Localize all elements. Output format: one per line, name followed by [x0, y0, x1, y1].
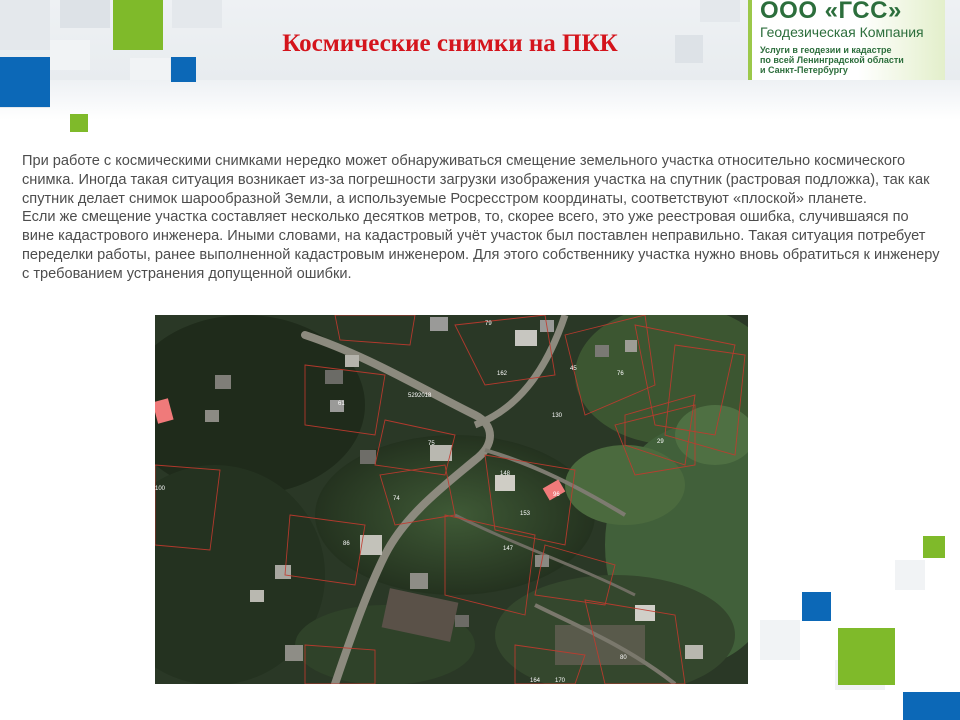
- satellite-map-image: [155, 315, 748, 684]
- parcel-label: 29: [657, 439, 664, 445]
- deco-square: [0, 0, 50, 50]
- deco-square: [895, 560, 925, 590]
- parcel-label: 170: [555, 678, 566, 684]
- parcel-label: 100: [155, 486, 166, 492]
- logo-name: ООО «ГСС»: [760, 0, 902, 24]
- parcel-label: 162: [497, 371, 508, 377]
- parcel-label: 80: [620, 655, 627, 661]
- parcel-label: 164: [530, 678, 541, 684]
- accent-square-blue: [0, 57, 50, 107]
- parcel-label: 75: [428, 441, 435, 447]
- parcel-label: 148: [500, 471, 511, 477]
- parcel-label: 61: [338, 401, 345, 407]
- accent-square-blue: [802, 592, 831, 621]
- body-text: [22, 152, 942, 284]
- deco-square: [700, 0, 740, 22]
- paragraph: Если же смещение участка составляет несколько десятков метров, то, скорее всего, это уже реестровая ошибка, случившаяся по вине кадастрового инженера. Иными словами, на кадастровый учёт участок был поставлен неправильно. Такая ситуация потребует переделки работы, ранее выполненной кадастровым инженером. Для этого собственнику участка нужно вновь обратиться к инженеру с требованием устранения допущенной ошибки.: [22, 209, 940, 282]
- deco-square: [50, 40, 90, 70]
- logo-description-line: и Санкт-Петербургу: [760, 65, 848, 75]
- paragraph: При работе с космическими снимками нередко может обнаруживаться смещение земельного участка относительно космического снимка. Иногда такая ситуация возникает из-за погрешности загрузки изображения участка на спутник (растровая подложка), так как спутник делает снимок шарообразной Земли, а используемые Росресстром координаты, соответствуют «плоской» планете.: [22, 153, 930, 207]
- deco-square: [130, 58, 170, 80]
- parcel-label: 79: [485, 321, 492, 327]
- logo-subtitle: Геодезическая Компания: [760, 24, 924, 40]
- logo-description-line: по всей Ленинградской области: [760, 55, 904, 65]
- accent-square-green-small: [70, 114, 88, 132]
- deco-square: [760, 620, 800, 660]
- company-logo: [748, 0, 945, 80]
- deco-square: [172, 0, 222, 28]
- parcel-label: 74: [393, 496, 400, 502]
- parcel-label: 96: [553, 492, 560, 498]
- deco-square: [60, 0, 110, 28]
- accent-square-blue: [903, 692, 960, 720]
- header-fade: [0, 80, 960, 120]
- parcel-label: 5292018: [408, 393, 432, 399]
- accent-square-green: [113, 0, 163, 50]
- accent-square-blue-small: [171, 57, 196, 82]
- accent-square-green: [923, 536, 945, 558]
- accent-square-green: [838, 628, 895, 685]
- page-title: Космические снимки на ПКК: [282, 30, 618, 57]
- parcel-label: 153: [520, 511, 531, 517]
- parcel-label: 76: [617, 371, 624, 377]
- parcel-label: 45: [570, 366, 577, 372]
- logo-description-line: Услуги в геодезии и кадастре: [760, 45, 892, 55]
- parcel-label: 147: [503, 546, 514, 552]
- parcel-label: 130: [552, 413, 563, 419]
- logo-description: [760, 45, 945, 75]
- parcel-label: 86: [343, 541, 350, 547]
